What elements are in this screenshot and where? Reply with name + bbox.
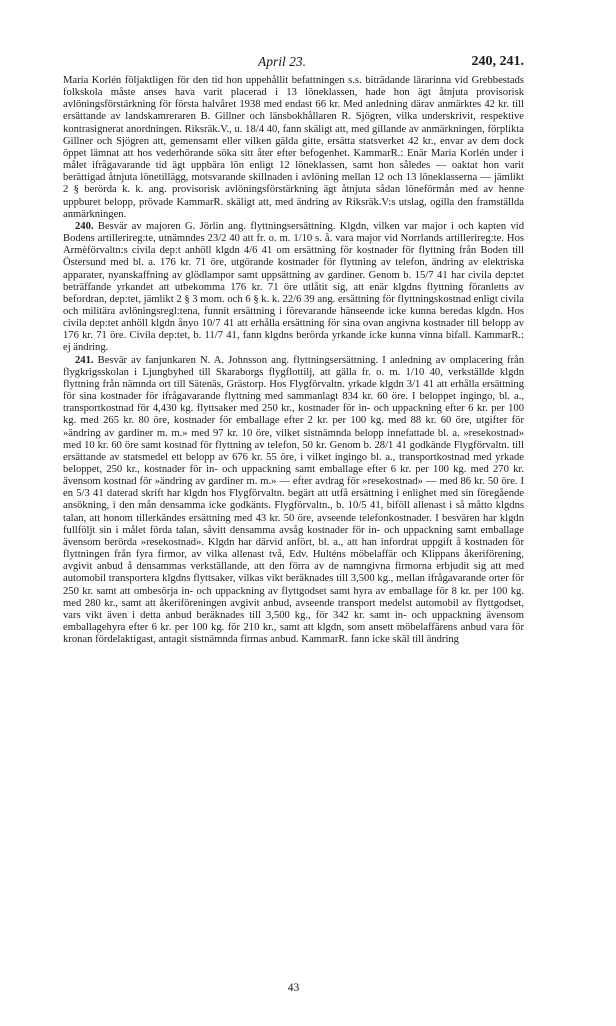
document-page bbox=[63, 50, 524, 994]
case-number: 240. bbox=[75, 220, 94, 232]
header-case-numbers: 240, 241. bbox=[471, 54, 524, 69]
running-header bbox=[63, 50, 524, 72]
page-number: 43 bbox=[287, 982, 300, 994]
body-text bbox=[63, 75, 524, 646]
paragraph-continued bbox=[63, 75, 524, 221]
paragraph-text: Besvär av fanjunkaren N. A. Johnsson ang. flyttningsersättning. I anledning av omplacering från flygkrigsskolan i Ljungbyhed till Skaraborgs flygflottilj, att gälla fr. o. m. 1/10 40, verkställde klgdn flyttning från nämnda ort till Sätenäs, Grästorp. Hos Flygförvaltn. yrkade klgdn 3/1 41 att erhålla ersättning för sina kostnader för ifrågavarande flyttning med sammanlagt 834 kr. 60 öre. I beloppet ingingo, bl. a., transportkostnad för 4,430 kg. flyttsaker med 250 kr., kostnader för in- och uppackning efter 6 kr. per 100 kg. med 265 kr. 80 öre, kostnader för emballage efter 2 kr. per 100 kg. med 88 kr. 60 öre, utgifter för »ändring av gardiner m. m.» med 97 kr. 10 öre, vilket sistnämnda belopp innefattade bl. a. »resekostnad» med 10 kr. 60 öre samt kostnad för flyttning av telefon, 50 kr. Genom b. 28/1 41 godkände Flygförvaltn. till ersättande av statsmedel ett belopp av 676 kr. 55 öre, i vilket ingingo bl. a., transportkostnad med yrkade beloppet, 250 kr., kostnader för in- och uppackning samt emballage efter 6 kr. per 100 kg. med 270 kr. ävensom kostnad för »ändring av gardiner m. m.» — efter avdrag för »resekostnad» — med 86 kr. 50 öre. I en 5/3 41 daterad skrift har klgdn hos Flygförvaltn. begärt att utfå ersättning i enlighet med sin föregående ansökning, i den mån densamma icke godkänts. Flygförvaltn., b. 10/5 41, biföll allenast i så måtto klgdns talan, att honom tillerkändes ersättning med 43 kr. 50 öre, avseende telefonkostnader. I besvären har klgdn fullföljt sin i målet förda talan, såvitt densamma avsåg kostnader för in- och uppackning samt emballage ävensom berörda »resekostnad». Klgdn har därvid anfört, bl. a., att han infordrat uppgift å kostnaden för flyttningen från fyra firmor, av vilka allenast två, Edv. Hulténs möbelaffär och Klippans åkeriförening, avgivit anbud å densammas verkställande, att den förra av de namngivna firmorna erbjudit sig att med automobil transportera klgdns flyttsaker, vilkas vikt beräknades till 3,500 kg., mellan ifrågavarande orter för 250 kr. samt att ombesörja in- och uppackning av flyttgodset samt hyra av emballage för 8 kr. per 100 kg. med 280 kr., samt att åkeriföreningen avgivit anbud, avseende transport medelst automobil av flyttgodset, vars vikt även i detta anbud beräknades till 3,500 kg., för 342 kr. samt in- och uppackning ävensom emballagehyra efter 6 kr. per 100 kg. för 210 kr., samt att klgdn, som ansett möbelaffärens anbud vara för kronan fördelaktigast, antagit sistnämnda firmas anbud. KammarR. fann icke skäl till ändring bbox=[63, 354, 524, 646]
case-number: 241. bbox=[75, 354, 94, 366]
header-date: April 23. bbox=[258, 54, 307, 69]
paragraph-case-241 bbox=[63, 355, 524, 647]
paragraph-text: Maria Korlén följaktligen för den tid hon uppehållit befattningen s.s. biträdande lärarinna vid Grebbestads folkskola måste anses hava varit placerad i 13 löneklassen, hade hon ägt åtnjuta provisorisk avlöningsförstärkning för första halvåret 1938 med endast 66 kr. Med anledning därav anmärktes 42 kr. till ersättande av landskamreraren B. Gillner och länsbokhållaren R. Sjögren, vilka underskrivit, respektive kontrasignerat anordningen. Riksräk.V., u. 18/4 40, fann skäligt att, med gillande av anmärkningen, förplikta Gillner och Sjögren att, gemensamt eller vilken gälda gitte, ersätta statsverket 42 kr., envar av dem dock öppet lämnat att hos vederhörande söka sitt åter efter befogenhet. KammarR.: Enär Maria Korlén under i målet ifrågavarande tid ägt uppbära lön enligt 12 löneklassen, samt hon således — oaktat hon varit berättigad åtnjuta lönetillägg, motsvarande skillnaden i avlöning mellan 12 och 13 löneklasserna — jämlikt 2 § berörda k. k. ang. provisorisk avlöningsförstärkning ägt åtnjuta sådan löneförmån med av henne uppburet belopp, prövade KammarR. skäligt att, med ändring av Riksräk.V:s utslag, ogilla den framställda anmärkningen. bbox=[63, 75, 524, 220]
paragraph-text: Besvär av majoren G. Jörlin ang. flyttningsersättning. Klgdn, vilken var major i och kapten vid Bodens artillerireg:te, utnämndes 23/2 40 att fr. o. m. 1/10 s. å. vara major vid Norrlands artillerireg:te. Hos Armèförvaltn:s civila dep:t anhöll klgdn 4/6 41 om ersättning för kostnader för flyttning från Boden till Östersund med bl. a. 176 kr. 71 öre, utgörande kostnader för flyttning av telefon, ändring av elektriska apparater, nyanskaffning av glödlampor samt uppsättning av gardiner. Genom b. 15/7 41 har civila dep:tet beträffande yrkandet att utbekomma 176 kr. 71 öre utlåtit sig, att enär klgdns flyttning föranletts av befordran, dep:tet, jämlikt 2 § 3 mom. och 6 § k. k. 22/6 39 ang. ersättning för flyttningskostnad enligt civila och militära avlöningsregl:tena, funnit ersättning i förevarande hänseende icke kunna beredas klgdn. Hos civila dep:tet anhöll klgdn ånyo 10/7 41 att erhålla ersättning för sina ovan angivna kostnader till belopp av 176 kr. 71 öre. Civila dep:tet, b. 11/7 41, fann klgdns berörda yrkande icke kunna vinna bifall. KammarR.: ej ändring. bbox=[63, 220, 524, 354]
paragraph-case-240 bbox=[63, 221, 524, 355]
